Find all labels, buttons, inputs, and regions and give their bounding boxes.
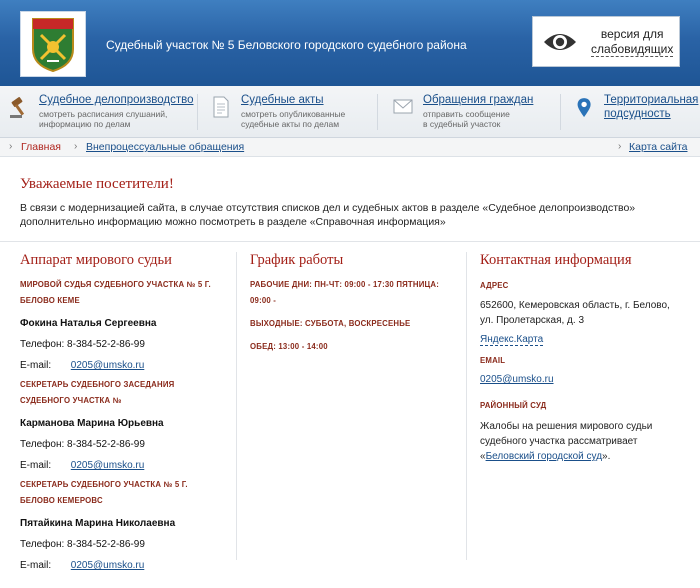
address-label: АДРЕС bbox=[480, 281, 509, 290]
nav-link-court-acts[interactable]: Судебные акты bbox=[241, 94, 324, 106]
email-label: E-mail: bbox=[20, 360, 52, 371]
weekend-text: ВЫХОДНЫЕ: СУББОТА, ВОСКРЕСЕНЬЕ bbox=[250, 319, 411, 328]
staff-card bbox=[20, 377, 230, 471]
staff-column bbox=[20, 252, 230, 571]
site-header bbox=[0, 0, 700, 86]
phone-value: 8-384-52-2-86-99 bbox=[67, 439, 145, 450]
notice-block bbox=[20, 176, 685, 229]
breadcrumb bbox=[0, 138, 700, 157]
workdays-line: РАБОЧИЕ ДНИ: ПН-ЧТ: 09:00 - 17:30 ПЯТНИЦА: bbox=[250, 280, 440, 289]
address-line: ул. Пролетарская, д. 3 bbox=[480, 315, 584, 326]
nav-desc-line: в судебный участок bbox=[423, 119, 501, 129]
staff-role bbox=[20, 477, 230, 509]
nav-divider bbox=[377, 94, 378, 130]
nav-link-jurisdiction[interactable]: Территориальная bbox=[604, 94, 699, 106]
staff-role bbox=[20, 377, 230, 409]
staff-role-line: СУДЕБНОГО УЧАСТКА № bbox=[20, 396, 122, 405]
breadcrumb-current-link[interactable]: Внепроцессуальные обращения bbox=[86, 141, 245, 153]
nav-desc-line: судебные акты по делам bbox=[241, 119, 340, 129]
contacts-heading: Контактная информация bbox=[480, 252, 632, 268]
quote-open: « bbox=[480, 451, 486, 462]
staff-heading: Аппарат мирового судьи bbox=[20, 252, 172, 268]
nav-link-citizen-appeals[interactable]: Обращения граждан bbox=[423, 94, 534, 106]
nav-desc-line: смотреть опубликованные bbox=[241, 109, 346, 119]
gavel-icon bbox=[10, 96, 30, 118]
workdays-line: 09:00 - bbox=[250, 296, 277, 305]
coat-of-arms-logo[interactable] bbox=[20, 11, 86, 77]
district-court-text bbox=[480, 419, 690, 464]
district-line: судебного участка рассматривает bbox=[480, 436, 638, 447]
sitemap-link[interactable]: Карта сайта bbox=[629, 141, 688, 153]
yandex-map-link[interactable]: Яндекс.Карта bbox=[480, 334, 544, 345]
staff-role-line: МИРОВОЙ СУДЬЯ СУДЕБНОГО УЧАСТКА № 5 Г. bbox=[20, 280, 211, 289]
column-divider bbox=[466, 252, 467, 560]
nav-link-jurisdiction-line2[interactable]: подсудность bbox=[604, 108, 671, 120]
phone-value: 8-384-52-2-86-99 bbox=[67, 539, 145, 550]
contacts-column bbox=[480, 252, 690, 464]
district-court-link[interactable]: Беловский городской суд bbox=[485, 451, 603, 462]
district-line: Жалобы на решения мирового судьи bbox=[480, 421, 653, 432]
phone-label: Телефон: bbox=[20, 539, 65, 550]
contact-email-link[interactable]: 0205@umsko.ru bbox=[480, 374, 554, 385]
staff-role-line: БЕЛОВО КЕМЕРОВС bbox=[20, 496, 103, 505]
phone-label: Телефон: bbox=[20, 339, 65, 350]
district-court-label: РАЙОННЫЙ СУД bbox=[480, 401, 547, 410]
map-pin-icon bbox=[576, 96, 594, 120]
column-divider bbox=[236, 252, 237, 560]
staff-role-line: БЕЛОВО КЕМЕ bbox=[20, 296, 80, 305]
quote-close: ». bbox=[602, 451, 611, 462]
chevron-right-icon: › bbox=[618, 141, 622, 152]
phone-label: Телефон: bbox=[20, 439, 65, 450]
chevron-right-icon: › bbox=[9, 141, 13, 152]
nav-desc-line: смотреть расписания слушаний, bbox=[39, 109, 168, 119]
email-link[interactable]: 0205@umsko.ru bbox=[70, 360, 145, 371]
envelope-icon bbox=[393, 96, 413, 118]
phone-value: 8-384-52-2-86-99 bbox=[67, 339, 145, 350]
staff-name: Карманова Марина Юрьевна bbox=[20, 418, 164, 429]
staff-name: Фокина Наталья Сергеевна bbox=[20, 318, 157, 329]
notice-text: В связи с модернизацией сайта, в случае отсутствия списков дел и судебных актов в разделе «Судебное делопроизводство» дополнительно информацию можно посмотреть в разделе «Справочная информация» bbox=[20, 202, 636, 228]
staff-card bbox=[20, 277, 230, 371]
chevron-right-icon: › bbox=[74, 141, 78, 152]
nav-divider bbox=[560, 94, 561, 130]
nav-desc-line: отправить сообщение bbox=[423, 109, 510, 119]
staff-role bbox=[20, 277, 230, 309]
schedule-column bbox=[250, 252, 455, 355]
nav-link-court-proceedings[interactable]: Судебное делопроизводство bbox=[39, 94, 194, 106]
lunch-text: ОБЕД: 13:00 - 14:00 bbox=[250, 342, 328, 351]
email-label: E-mail: bbox=[20, 460, 52, 471]
address-line: 652600, Кемеровская область, г. Белово, bbox=[480, 300, 670, 311]
eye-icon bbox=[543, 30, 577, 54]
email-section-label: EMAIL bbox=[480, 356, 506, 365]
email-link[interactable]: 0205@umsko.ru bbox=[70, 560, 145, 571]
site-title: Судебный участок № 5 Беловского городского судебного района bbox=[106, 38, 467, 52]
email-label: E-mail: bbox=[20, 560, 52, 571]
main-navigation bbox=[0, 86, 700, 138]
low-vision-label-line1: версия для bbox=[600, 26, 664, 41]
staff-card bbox=[20, 477, 230, 571]
low-vision-version-button[interactable] bbox=[532, 16, 680, 67]
low-vision-label-line2: слабовидящих bbox=[591, 41, 674, 56]
nav-divider bbox=[197, 94, 198, 130]
document-icon bbox=[211, 96, 231, 118]
divider bbox=[0, 241, 700, 242]
address-text bbox=[480, 298, 690, 328]
staff-role-line: СЕКРЕТАРЬ СУДЕБНОГО УЧАСТКА № 5 Г. bbox=[20, 480, 188, 489]
workdays-text bbox=[250, 277, 455, 309]
nav-desc-line: информацию по делам bbox=[39, 119, 131, 129]
email-link[interactable]: 0205@umsko.ru bbox=[70, 460, 145, 471]
staff-role-line: СЕКРЕТАРЬ СУДЕБНОГО ЗАСЕДАНИЯ bbox=[20, 380, 175, 389]
notice-title: Уважаемые посетители! bbox=[20, 176, 174, 192]
schedule-heading: График работы bbox=[250, 252, 344, 268]
staff-name: Пятайкина Марина Николаевна bbox=[20, 518, 176, 529]
breadcrumb-home-link[interactable]: Главная bbox=[21, 141, 61, 153]
